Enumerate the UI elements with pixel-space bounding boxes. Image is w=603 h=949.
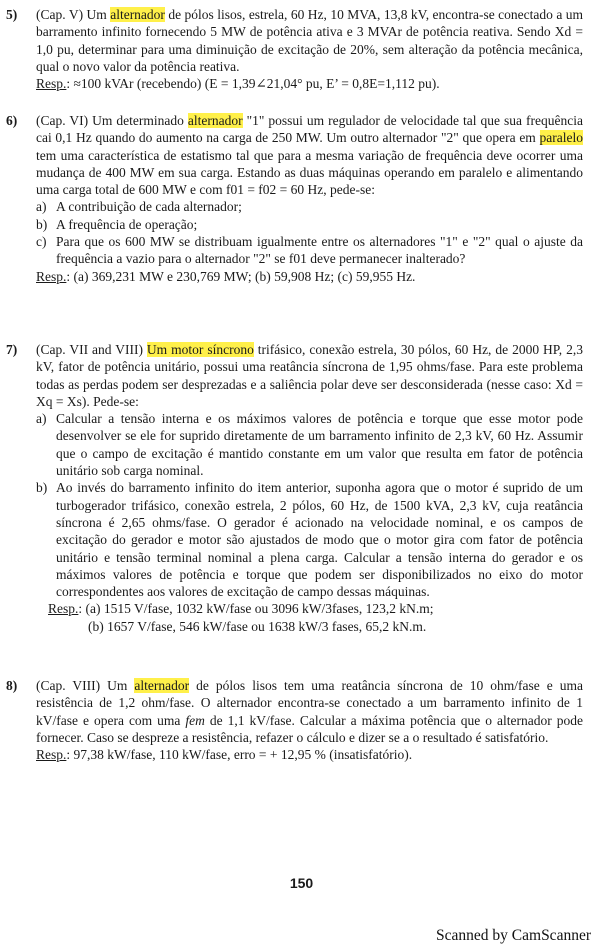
answer: Resp.: 97,38 kW/fase, 110 kW/fase, erro = + 12,95 % (insatisfatório). [36,747,413,763]
highlight: alternador [110,7,165,22]
highlight: alternador [187,113,243,128]
answer-label: Resp. [48,601,79,617]
answer-label: Resp. [36,747,67,763]
sub-item-c: c) Para que os 600 MW se distribuam igualmente entre os alternadores "1" e "2" qual o ajuste da frequência a vazio para o alternador "2" se f01 deve permanecer inalterado? [36,234,583,267]
answer-continued: (b) 1657 V/fase, 546 kW/fase ou 1638 kW/3 fases, 65,2 kN.m. [88,618,427,634]
answer: Resp.: (a) 1515 V/fase, 1032 kW/fase ou 3096 kW/3fases, 123,2 kN.m; [48,601,434,617]
problem-body [36,6,583,92]
problem-body [36,341,583,635]
scanner-watermark: Scanned by CamScanner [436,927,591,944]
answer-label: Resp. [36,76,67,92]
highlight: paralelo [539,130,583,146]
problem-number: 6) [6,113,18,128]
sub-item-b: b) Ao invés do barramento infinito do item anterior, suponha agora que o motor é suprido de um turbogerador trifásico, conexão estrela, 2 pólos, 60 Hz, de 1500 kVA, 2,3 kV, cuja reatância síncrona é 2,65 ohms/fase. O gerador é acionado na velocidade nominal, e os campos de excitação do gerador e motor são ajustados de modo que o motor gira com fator de potência unitário e tensão terminal nominal a plena carga. Calcular a tensão interna do gerador e os máximos valores de potência e torque que podem ser disponibilizados no eixo do motor correspondentes aos valores de excitação de campo dessas máquinas. [36,480,583,600]
sub-item-a: a) Calcular a tensão interna e os máximos valores de potência e torque que esse motor pode desenvolver se ele for suprido diretamente de um barramento infinito de 2,3 kV, 60 Hz. Assumir que o campo de excitação é mantido constante em um valor que resulta em fator de potência unitário sob carga nominal. [36,411,583,479]
highlight: Um motor síncrono [146,342,254,357]
problem-body [36,677,583,763]
problem-number: 8) [6,678,18,693]
problem-statement: (Cap. VI) Um determinado alternador "1" possui um regulador de velocidade tal que sua frequência cai 0,1 Hz quando do aumento na carga de 250 MW. Um outro alternador "2" que opera em paralelo tem uma característica de estatismo tal que para a mesma variação de frequência deve ocorrer uma mudança de 400 MW em sua carga. Estando as duas máquinas operando em paralelo e alimentando uma carga total de 600 MW e com f01 = f02 = 60 Hz, pede-se: [36,113,583,198]
problem-statement: (Cap. VIII) Um alternador de pólos lisos tem uma reatância síncrona de 10 ohm/fase e uma resistência de 1,2 ohm/fase. O alternador encontra-se conectado a um barramento infinito de 1 kV/fase e opera com uma fem de 1,1 kV/fase. Calcular a máxima potência que o alternador pode fornecer. Caso se despreze a resistência, refazer o cálculo e dizer se a o resultado é satisfatório. [36,678,583,745]
problem-statement: (Cap. V) Um alternador de pólos lisos, estrela, 60 Hz, 10 MVA, 13,8 kV, encontra-se conectado a um barramento infinito fornecendo 5 MW de potência ativa e 3 MVAr de potência reativa. Sendo Xd = 1,0 pu, determinar para uma diminuição de excitação de 20%, sem alteração da potência mecânica, qual o novo valor da potência reativa. [36,7,584,74]
problem-statement: (Cap. VII and VIII) Um motor síncrono trifásico, conexão estrela, 30 pólos, 60 Hz, de 2000 HP, 2,3 kV, fator de potência unitário, possui uma reatância síncrona de 1,95 ohms/fase. Para este problema todas as perdas podem ser desprezadas e a saliência polar deve ser desconsiderada (nesse caso: Xd = Xq = Xs). Pede-se: [36,342,584,409]
problem-number: 7) [6,342,18,357]
answer: Resp.: (a) 369,231 MW e 230,769 MW; (b) 59,908 Hz; (c) 59,955 Hz. [36,268,416,284]
problem-body [36,112,583,285]
sub-item-a: a) A contribuição de cada alternador; [36,199,242,215]
answer: Resp.: ≈100 kVAr (recebendo) (E = 1,39∠21,04° pu, E’ = 0,8E=1,112 pu). [36,76,440,92]
sub-item-b: b) A frequência de operação; [36,216,198,232]
answer-label: Resp. [36,268,67,284]
problem-number: 5) [6,7,18,22]
page-number: 150 [289,875,314,891]
highlight: alternador [134,678,190,693]
